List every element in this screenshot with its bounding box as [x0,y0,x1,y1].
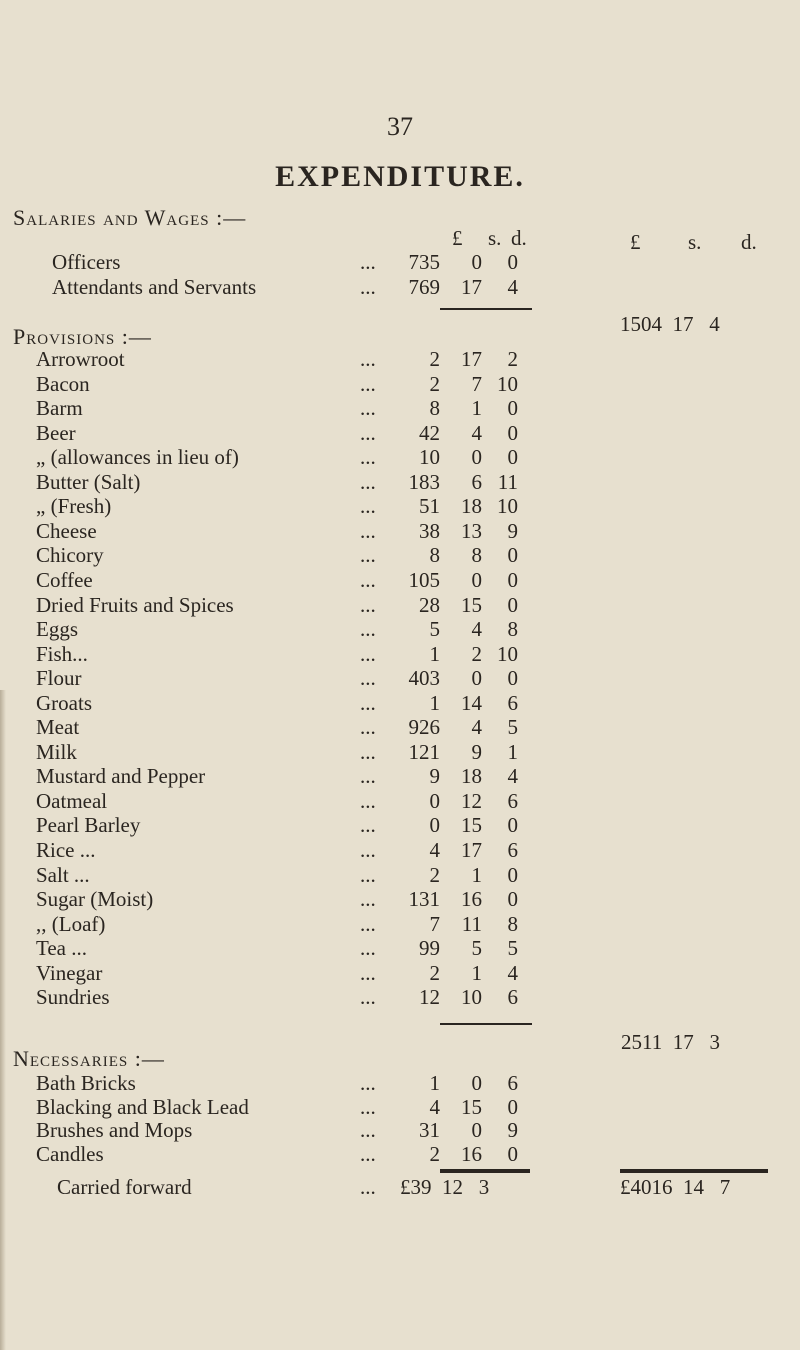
leader-dots: ... [360,420,376,445]
row-label: Salt ... [36,862,90,887]
amount-pence: 0 [507,813,518,838]
amount-shillings: 15 [461,813,482,838]
amount-shillings: 17 [461,347,482,371]
amount-pounds: 8 [429,543,440,568]
leader-dots: ... [360,567,376,592]
amount-pounds: 4 [429,838,440,862]
row-label: Rice ... [36,838,96,862]
amount-pounds: 183 [408,469,440,494]
amount-shillings: 13 [461,518,482,543]
amount-shillings: 5 [471,936,482,961]
carried-rule [440,1169,530,1173]
amount-pounds: 2 [429,371,440,396]
amount-pence: 5 [507,936,518,961]
amount-pounds: 1 [429,641,440,666]
amount-pounds: 12 [419,985,440,1010]
row-label: Sundries [36,985,110,1010]
col-header-pounds: £ [452,226,463,250]
row-label: ,, (Loaf) [36,911,106,936]
table-row [0,396,800,422]
amount-pence: 6 [507,690,518,715]
amount-shillings: 0 [471,666,482,691]
row-label: Blacking and Black Lead [36,1094,249,1119]
amount-pounds: 105 [408,567,440,592]
amount-pence: 6 [507,1071,518,1095]
amount-shillings: 1 [471,960,482,985]
amount-pence: 4 [507,960,518,985]
amount-shillings: 4 [471,617,482,642]
total-pence: 4 [709,312,720,336]
table-row [0,912,800,938]
leader-dots: ... [360,1141,376,1166]
amount-shillings: 0 [471,1071,482,1095]
table-row [0,250,800,276]
leader-dots: ... [360,396,376,421]
amount-pence: 6 [507,985,518,1010]
amount-pence: 0 [507,862,518,887]
table-row [0,813,800,839]
row-label: Oatmeal [36,788,108,813]
leader-dots: ... [360,788,376,813]
amount-shillings: 14 [461,690,482,715]
amount-shillings: 16 [461,887,482,912]
col-header-pence: d. [511,226,527,250]
amount-shillings: 1 [471,862,482,887]
carried-forward-row [0,1175,800,1201]
row-label: Bath Bricks [36,1071,136,1095]
row-label: „ (allowances in lieu of) [36,445,239,470]
amount-pounds: 2 [429,1141,440,1166]
amount-pounds: 121 [408,739,440,764]
section-heading-salaries: Salaries and Wages :— [13,205,247,230]
table-row [0,494,800,520]
amount-pounds: 2 [429,347,440,371]
table-row [0,519,800,545]
leader-dots: ... [360,592,376,617]
amount-shillings: 7 [471,371,482,396]
row-label: Attendants and Servants [52,275,257,299]
amount-pounds: 131 [408,887,440,912]
leader-dots: ... [360,641,376,666]
amount-pounds: 28 [419,592,440,617]
amount-shillings: 18 [461,494,482,519]
amount-pence: 9 [507,1118,518,1142]
row-label: Groats [36,690,92,715]
row-label: Flour [36,666,82,691]
table-row [0,691,800,717]
amount-shillings: 0 [471,1118,482,1142]
leader-dots: ... [360,494,376,519]
leader-dots: ... [360,445,376,470]
row-label: Fish... [36,641,88,666]
table-row [0,421,800,447]
amount-pounds: 2 [429,862,440,887]
leader-dots: ... [360,666,376,691]
amount-shillings: 9 [471,739,482,764]
table-row [0,838,800,864]
row-label: Meat [36,715,80,740]
leader-dots: ... [360,347,376,371]
amount-shillings: 6 [471,469,482,494]
row-label: Beer [36,420,76,445]
leader-dots: ... [360,911,376,936]
row-label: Vinegar [36,960,103,985]
leader-dots: ... [360,617,376,642]
leader-dots: ... [360,838,376,862]
amount-shillings: 0 [471,445,482,470]
leader-dots: ... [360,936,376,961]
table-row [0,863,800,889]
leader-dots: ... [360,518,376,543]
table-row [0,789,800,815]
row-label: „ (Fresh) [36,494,112,519]
amount-pence: 0 [507,1094,518,1119]
amount-shillings: 17 [461,838,482,862]
total-shillings: 17 [672,312,694,336]
amount-pence: 0 [507,250,518,274]
amount-pence: 0 [507,592,518,617]
table-row [0,445,800,471]
amount-shillings: 11 [461,911,482,936]
amount-pence: 8 [507,911,518,936]
amount-pounds: 8 [429,396,440,421]
amount-pence: 2 [507,347,518,371]
carried-forward-grand-total: £4016 14 7 [620,1175,731,1199]
amount-pence: 4 [507,764,518,789]
amount-pounds: 42 [419,420,440,445]
leader-dots: ... [360,862,376,887]
amount-pence: 4 [507,275,518,299]
carried-forward-subtotal: £39 12 3 [400,1175,490,1199]
leader-dots: ... [360,469,376,494]
amount-pence: 0 [507,887,518,912]
row-label: Milk [36,739,77,764]
amount-pounds: 926 [408,715,440,740]
table-row [0,887,800,913]
leader-dots: ... [360,690,376,715]
leader-dots: ... [360,275,376,299]
row-label: Sugar (Moist) [36,887,154,912]
amount-pence: 0 [507,543,518,568]
amount-shillings: 2 [471,641,482,666]
table-row [0,543,800,569]
carried-rule-total [620,1169,768,1173]
amount-pounds: 5 [429,617,440,642]
table-row [0,1142,800,1168]
amount-pounds: 10 [419,445,440,470]
row-label: Arrowroot [36,347,125,371]
amount-shillings: 0 [471,567,482,592]
row-label: Chicory [36,543,104,568]
amount-pence: 11 [497,469,518,494]
col-header-shillings: s. [488,226,502,250]
table-row [0,642,800,668]
row-label: Bacon [36,371,90,396]
subtotal-rule [440,308,532,310]
amount-pounds: 7 [429,911,440,936]
amount-pence: 0 [507,420,518,445]
leader-dots: ... [360,985,376,1010]
leader-dots: ... [360,960,376,985]
table-row [0,961,800,987]
section-heading-provisions: Provisions :— [13,324,152,349]
table-row [0,985,800,1011]
leader-dots: ... [360,813,376,838]
amount-pence: 5 [507,715,518,740]
amount-pence: 10 [497,494,518,519]
amount-pence: 6 [507,788,518,813]
amount-pounds: 51 [419,494,440,519]
row-label: Eggs [36,617,78,642]
amount-pounds: 31 [419,1118,440,1142]
leader-dots: ... [360,715,376,740]
table-row [0,936,800,962]
table-row [0,372,800,398]
page-title: EXPENDITURE. [275,160,525,193]
leader-dots: ... [360,250,376,274]
amount-pence: 0 [507,567,518,592]
total-shillings: 17 [672,1030,694,1054]
amount-pounds: 1 [429,1071,440,1095]
table-row [0,715,800,741]
amount-shillings: 1 [471,396,482,421]
amount-pence: 1 [507,739,518,764]
total-pence: 3 [709,1030,720,1054]
row-label: Pearl Barley [36,813,141,838]
row-label: Dried Fruits and Spices [36,592,234,617]
table-row [0,593,800,619]
amount-pounds: 0 [429,788,440,813]
section-heading-necessaries: Necessaries :— [13,1046,165,1071]
row-label: Cheese [36,518,97,543]
row-label: Candles [36,1141,104,1166]
amount-pence: 9 [507,518,518,543]
amount-shillings: 12 [461,788,482,813]
row-label: Officers [52,250,121,274]
amount-pence: 6 [507,838,518,862]
amount-pence: 10 [497,371,518,396]
col-header-pence-total: d. [741,230,757,254]
table-row [0,666,800,692]
amount-shillings: 17 [461,275,482,299]
section-total-provisions [621,1030,720,1055]
carried-forward-label: Carried forward [57,1175,192,1199]
leader-dots: ... [360,543,376,568]
table-row [0,1071,800,1097]
amount-pence: 0 [507,1141,518,1166]
amount-pounds: 735 [408,250,440,274]
table-row [0,1095,800,1121]
leader-dots: ... [360,764,376,789]
amount-pence: 0 [507,445,518,470]
amount-shillings: 18 [461,764,482,789]
table-row [0,347,800,373]
row-label: Barm [36,396,83,421]
amount-pence: 0 [507,666,518,691]
table-row [0,617,800,643]
amount-pounds: 0 [429,813,440,838]
amount-shillings: 4 [471,420,482,445]
leader-dots: ... [360,887,376,912]
leader-dots: ... [360,1118,376,1142]
amount-shillings: 8 [471,543,482,568]
table-row [0,1118,800,1144]
row-label: Coffee [36,567,93,592]
leader-dots: ... [360,1094,376,1119]
leader-dots: ... [360,371,376,396]
amount-shillings: 15 [461,592,482,617]
row-label: Tea ... [36,936,88,961]
amount-shillings: 16 [461,1141,482,1166]
amount-pounds: 1 [429,690,440,715]
table-row [0,764,800,790]
total-pounds: 1504 [620,312,662,336]
amount-pounds: 99 [419,936,440,961]
col-header-shillings-total: s. [688,230,702,254]
table-row [0,470,800,496]
row-label: Mustard and Pepper [36,764,206,789]
section-total-salaries [620,312,720,337]
amount-pounds: 2 [429,960,440,985]
row-label: Brushes and Mops [36,1118,193,1142]
leader-dots: ... [360,739,376,764]
subtotal-rule [440,1023,532,1025]
amount-shillings: 15 [461,1094,482,1119]
table-row [0,275,800,301]
col-header-pounds-total: £ [630,230,641,254]
amount-pence: 0 [507,396,518,421]
amount-pounds: 38 [419,518,440,543]
page-number: 37 [387,112,413,141]
amount-pounds: 9 [429,764,440,789]
table-row [0,740,800,766]
amount-shillings: 0 [471,250,482,274]
leader-dots: ... [360,1175,376,1199]
table-row [0,568,800,594]
amount-pounds: 769 [408,275,440,299]
leader-dots: ... [360,1071,376,1095]
amount-shillings: 4 [471,715,482,740]
amount-shillings: 10 [461,985,482,1010]
total-pounds: 2511 [621,1030,663,1054]
row-label: Butter (Salt) [36,469,141,494]
amount-pounds: 4 [429,1094,440,1119]
amount-pounds: 403 [408,666,440,691]
amount-pence: 8 [507,617,518,642]
amount-pence: 10 [497,641,518,666]
